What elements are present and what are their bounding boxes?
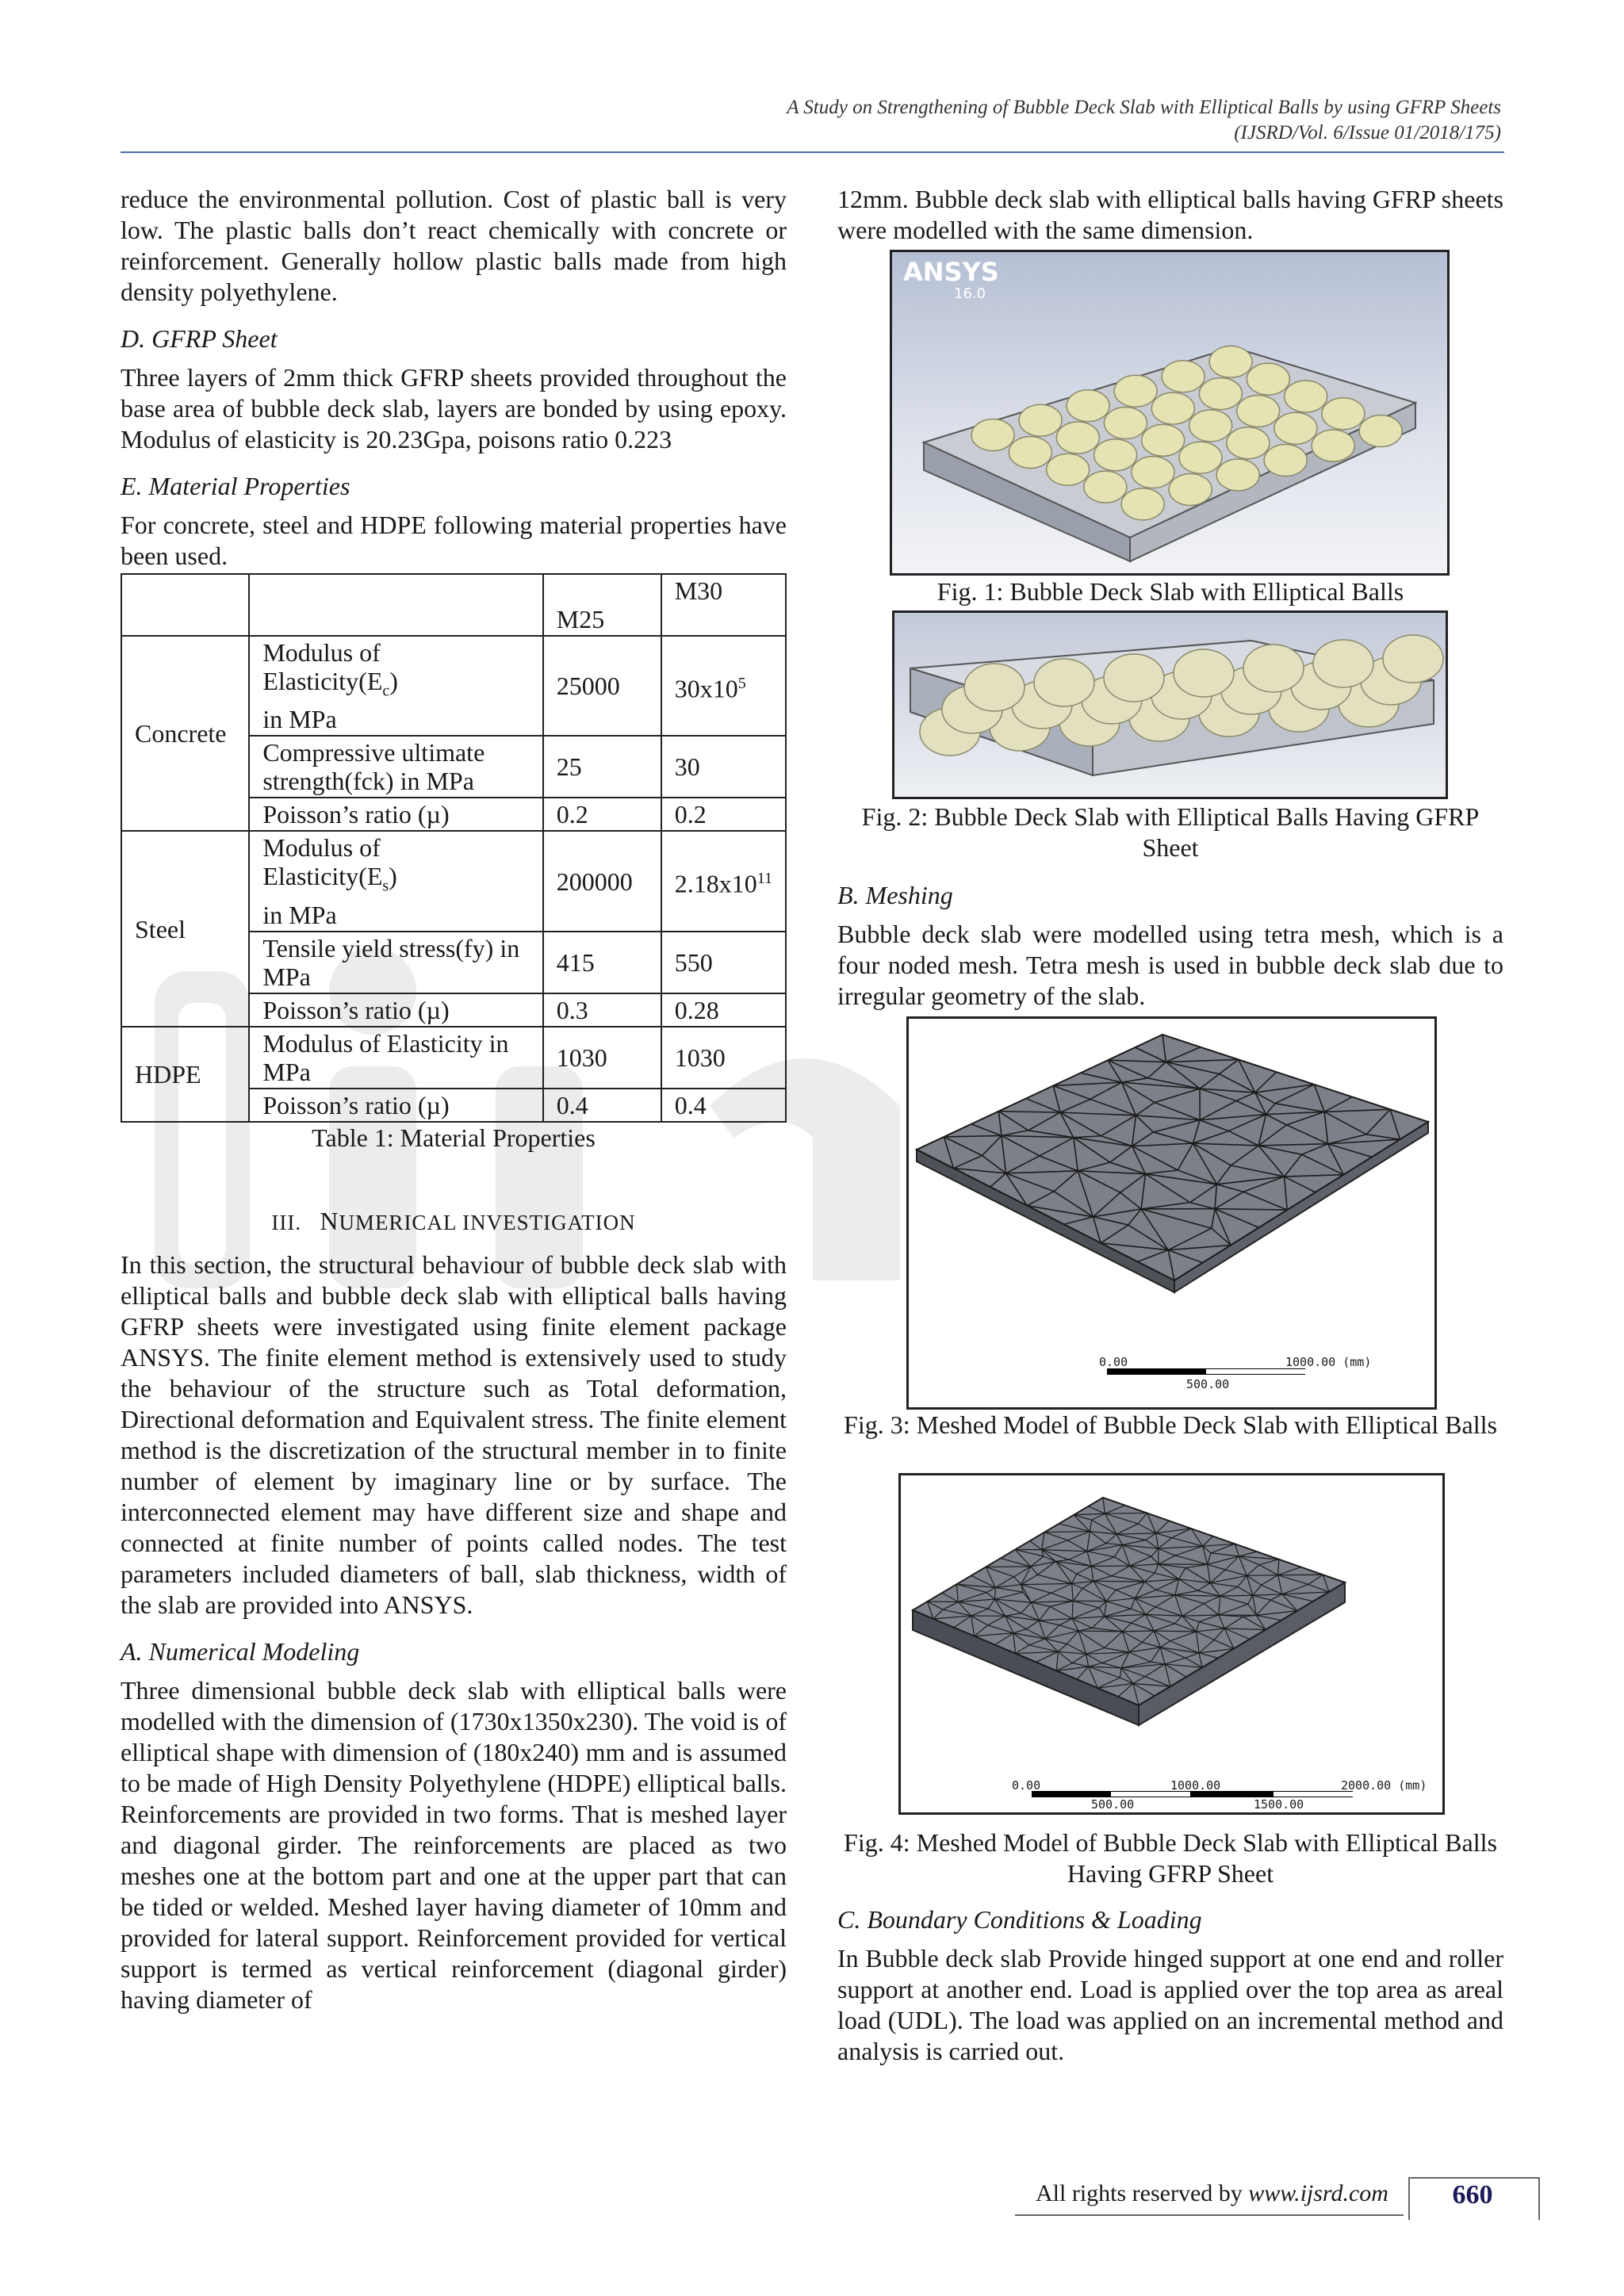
figure-2-caption: Fig. 2: Bubble Deck Slab with Elliptical Balls Having GFRP Sheet (861, 802, 1480, 862)
scale-label-1500: 1500.00 (1254, 1797, 1304, 1812)
elliptical-ball (1034, 659, 1094, 706)
elliptical-ball (1174, 649, 1234, 697)
table-value-m30: 550 (661, 932, 786, 993)
elliptical-ball (1104, 654, 1164, 702)
numerical-investigation-paragraph: In this section, the structural behaviour of bubble deck slab with elliptical balls and bubble deck slab with elliptical balls having GFRP sheets were investigated using finite element package ANSYS. The finite element method is extensively used to study the behaviour of the structure such as Total deformation, Directional deformation and Equivalent stress. The finite element method is the discretization of the structural member in to finite number of element by imaginary line or by surface. The interconnected element may have different size and shape and connected at finite number of points called nodes. The test parameters included diameters of ball, slab thickness, width of the slab are provided into ANSYS. (121, 1249, 787, 1619)
table-group-concrete: Concrete (121, 636, 249, 831)
scale-label-max: 2000.00 (mm) (1341, 1778, 1427, 1793)
table-property-cell: Poisson’s ratio (µ) (249, 993, 542, 1027)
right-column-intro (837, 184, 1503, 246)
elliptical-ball (1209, 346, 1252, 377)
elliptical-ball (1237, 395, 1280, 427)
elliptical-ball (1084, 471, 1127, 503)
slab-3d-render (892, 252, 1447, 573)
continuation-paragraph: 12mm. Bubble deck slab with elliptical balls having GFRP sheets were modelled with the same dimension. (837, 185, 1503, 244)
figure-1-slab-elliptical-balls (890, 250, 1450, 576)
table-value-m30: 1030 (661, 1027, 786, 1089)
elliptical-ball (1189, 410, 1232, 442)
elliptical-ball (1104, 408, 1147, 439)
figure-2-slab-with-gfrp (892, 610, 1448, 799)
left-column (121, 184, 787, 2015)
running-header-journal: (IJSRD/Vol. 6/Issue 01/2018/175) (1234, 122, 1501, 144)
table-property-cell: Compressive ultimate strength(fck) in MPa (249, 736, 542, 798)
scale-label-1000: 1000.00 (1170, 1778, 1221, 1793)
figure-4-meshed-model-gfrp (898, 1473, 1445, 1815)
elliptical-ball (1199, 378, 1242, 410)
footer-rights: All rights reserved by www.ijsrd.com (1036, 2180, 1388, 2206)
table-header-m25: M25 (543, 574, 661, 636)
table-value-m25: 25000 (543, 636, 661, 736)
scale-label-0: 0.00 (1012, 1778, 1041, 1793)
elliptical-ball (1243, 645, 1304, 692)
table-value-m25: 0.3 (543, 993, 661, 1027)
elliptical-ball (1227, 427, 1270, 459)
elliptical-ball (1285, 381, 1327, 412)
elliptical-ball (1056, 422, 1099, 453)
table-value-m30: 30 (661, 736, 786, 798)
table-value-m25: 0.4 (543, 1089, 661, 1122)
elliptical-ball (1179, 442, 1222, 473)
table-value-m25: 0.2 (543, 798, 661, 831)
footer-site-link[interactable]: www.ijsrd.com (1248, 2180, 1388, 2206)
elliptical-ball (1359, 415, 1402, 447)
page-number: 660 (1452, 2180, 1493, 2210)
tetra-mesh-render (909, 1019, 1434, 1407)
figure-3-caption: Fig. 3: Meshed Model of Bubble Deck Slab with Elliptical Balls (844, 1410, 1497, 1439)
table-property-cell: Tensile yield stress(fy) in MPa (249, 932, 542, 993)
material-properties-table (121, 573, 787, 1123)
table-value-m25: 1030 (543, 1027, 661, 1089)
elliptical-ball (1121, 488, 1164, 520)
scale-label-500: 500.00 (1091, 1797, 1135, 1812)
table-property-cell: Poisson’s ratio (µ) (249, 1089, 542, 1122)
elliptical-ball (1312, 430, 1354, 461)
mesh-edge (1247, 1575, 1277, 1576)
elliptical-ball (1132, 457, 1174, 488)
table-header-m30: M30 (661, 574, 786, 636)
table-property-cell: Modulus of $Elasticity(E_c)$ in MPa (249, 636, 542, 736)
scale-label-max: 1000.00 (mm) (1285, 1355, 1372, 1369)
elliptical-ball (1151, 392, 1194, 424)
table-property-cell: Poisson’s ratio (µ) (249, 798, 542, 831)
table-property-cell: Modulus of Elasticity in MPa (249, 1027, 542, 1089)
figure-3-meshed-model (906, 1016, 1437, 1410)
tetra-mesh-gfrp-render (901, 1475, 1442, 1812)
numerical-modeling-heading: A. Numerical Modeling (121, 1636, 360, 1666)
table-value-m30: 0.28 (661, 993, 786, 1027)
figure-4-caption: Fig. 4: Meshed Model of Bubble Deck Slab with Elliptical Balls Having GFRP Sheet (844, 1828, 1497, 1888)
elliptical-ball (1114, 375, 1157, 407)
elliptical-ball (1313, 640, 1373, 687)
running-header-title: A Study on Strengthening of Bubble Deck Slab with Elliptical Balls by using GFRP Sheets (787, 97, 1501, 118)
table-value-m25: 25 (543, 736, 661, 798)
table-row (121, 1027, 786, 1089)
table-value-m30: $2.18x10^{11}$ (661, 831, 786, 931)
ansys-version: 16.0 (954, 285, 986, 302)
material-properties-heading: E. Material Properties (121, 472, 350, 500)
boundary-paragraph: In Bubble deck slab Provide hinged support at one end and roller support at another end. Load is applied over the top area as areal load (UDL). The load was applied on an incremental method and analysis is carried out. (837, 1944, 1503, 2065)
meshing-paragraph: Bubble deck slab were modelled using tetra mesh, which is a four noded mesh. Tetra mesh is used in bubble deck slab due to irregular geometry of the slab. (837, 920, 1503, 1010)
elliptical-ball (1264, 445, 1307, 476)
scale-label-mid: 500.00 (1186, 1377, 1230, 1391)
gfrp-sheet-heading: D. GFRP Sheet (121, 324, 278, 353)
ansys-logo: ANSYS (903, 257, 999, 287)
elliptical-ball (1162, 361, 1205, 392)
boundary-heading: C. Boundary Conditions & Loading (837, 1905, 1202, 1934)
table-header-row (121, 574, 786, 636)
elliptical-ball (1169, 473, 1212, 505)
elliptical-ball (1142, 424, 1185, 456)
elliptical-ball (1383, 635, 1443, 683)
table-caption: Table 1: Material Properties (312, 1123, 596, 1152)
elliptical-ball (1322, 398, 1365, 430)
meshing-heading: B. Meshing (837, 881, 953, 909)
gfrp-sheet-paragraph: Three layers of 2mm thick GFRP sheets provided throughout the base area of bubble deck slab, layers are bonded by using epoxy. Modulus of elasticity is 20.23Gpa, poisons ratio 0.223 (121, 363, 787, 453)
table-group-hdpe: HDPE (121, 1027, 249, 1122)
material-properties-paragraph: For concrete, steel and HDPE following material properties have been used. (121, 511, 787, 570)
table-header-empty (249, 574, 542, 636)
elliptical-ball (971, 419, 1014, 451)
table-group-steel: Steel (121, 831, 249, 1026)
slab-gfrp-3d-render (894, 613, 1446, 797)
numerical-modeling-paragraph: Three dimensional bubble deck slab with elliptical balls were modelled with the dimension of (1730x1350x230). The void is of elliptical shape with dimension of (180x240) mm and is assumed to be made of High Density Polyethylene (HDPE) elliptical balls. Reinforcements are provided in two forms. That is meshed layer and diagonal girder. The reinforcements are placed as two meshes one at the bottom part and one at the upper part that can be tided or welded. Meshed layer having diameter of 10mm and provided for lateral support. Reinforcement provided for vertical support is termed as vertical reinforcement (diagonal girder) having diameter of (121, 1675, 787, 2014)
table-row (121, 831, 786, 931)
table-value-m25: 200000 (543, 831, 661, 931)
table-value-m25: 415 (543, 932, 661, 993)
right-column-boundary (837, 1904, 1503, 2067)
section-heading-numerical: III. NUMERICAL INVESTIGATION (271, 1206, 636, 1235)
elliptical-ball (1274, 412, 1317, 444)
figure-1-caption: Fig. 1: Bubble Deck Slab with Elliptical Balls (936, 577, 1404, 606)
mesh-edge (1094, 1581, 1144, 1582)
elliptical-ball (1247, 363, 1289, 395)
table-value-m30: 0.4 (661, 1089, 786, 1122)
elliptical-ball (1009, 436, 1051, 468)
elliptical-ball (1216, 459, 1259, 491)
table-header-empty (121, 574, 249, 636)
elliptical-ball (1094, 439, 1137, 471)
footer-rule (1015, 2214, 1404, 2216)
elliptical-ball (964, 664, 1025, 711)
elliptical-ball (1019, 404, 1062, 436)
scale-label-0: 0.00 (1099, 1355, 1128, 1369)
elliptical-ball (1067, 390, 1109, 422)
intro-paragraph: reduce the environmental pollution. Cost of plastic ball is very low. The plastic balls don’t react chemically with concrete or reinforcement. Generally hollow plastic balls made from high density polyethylene. (121, 185, 787, 306)
table-value-m30: 0.2 (661, 798, 786, 831)
elliptical-ball (1047, 453, 1090, 485)
header-rule (121, 151, 1504, 153)
table-row (121, 636, 786, 736)
right-column-meshing (837, 880, 1503, 1012)
table-property-cell: Modulus of $Elasticity(E_s)$ in MPa (249, 831, 542, 931)
table-value-m30: $30x10^5$ (661, 636, 786, 736)
